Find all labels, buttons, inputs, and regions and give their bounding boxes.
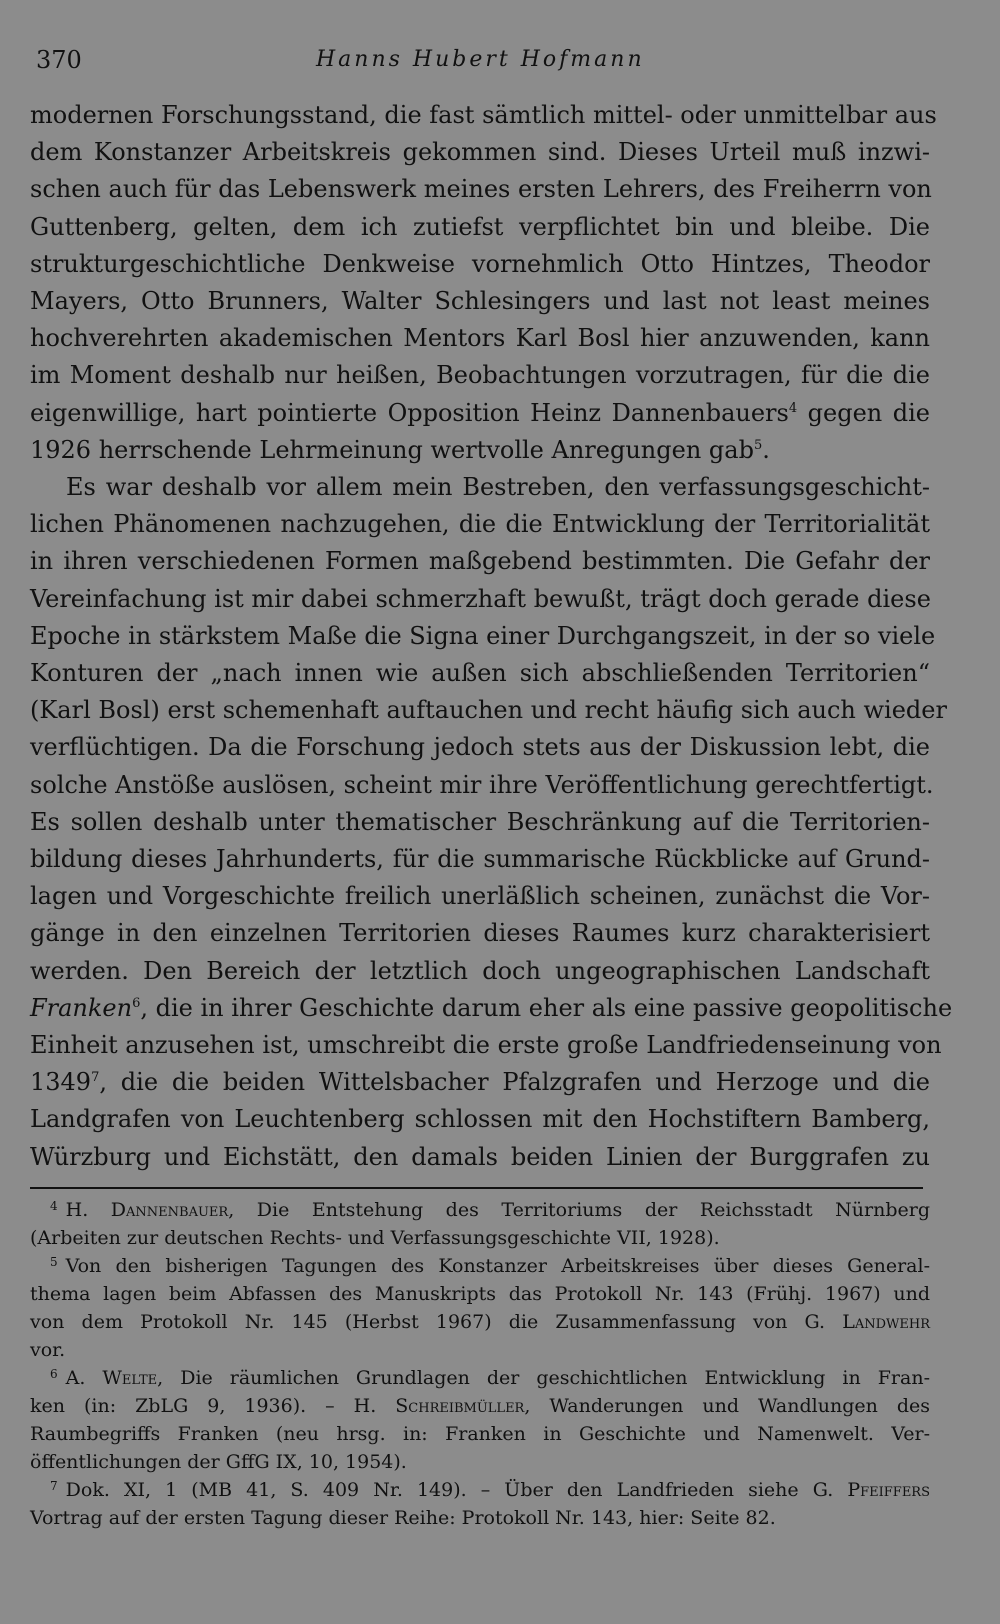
footnote-line: (Arbeiten zur deutschen Rechts- und Verfassungsgeschichte VII, 1928). <box>30 1227 720 1249</box>
text-line: bildung dieses Jahrhunderts, für die summarische Rückblicke auf Grund- <box>30 845 930 874</box>
footnote-marker: 4 <box>50 1199 58 1213</box>
text-span: von dem Protokoll Nr. 145 (Herbst 1967) die Zusammenfassung von G. <box>30 1311 843 1333</box>
author-name: Schreibmüller <box>395 1395 525 1417</box>
text-span: ken (in: ZbLG 9, 1936). – H. <box>30 1395 396 1417</box>
text-line: (Karl Bosl) erst schemenhaft auftauchen und recht häufig sich auch wieder <box>30 696 947 725</box>
footnote-7 <box>30 1476 930 1504</box>
text-line: schen auch für das Lebenswerk meines ersten Lehrers, des Freiherrn von <box>30 175 932 204</box>
text-line: Es sollen deshalb unter thematischer Beschränkung auf die Territorien- <box>30 807 930 836</box>
text-line: solche Anstöße auslösen, scheint mir ihre Veröffentlichung gerechtfertigt. <box>30 770 934 799</box>
footnote-ref-6: 6 <box>132 995 141 1011</box>
text-line: gänge in den einzelnen Territorien dieses Raumes kurz charakterisiert <box>30 919 930 948</box>
text-line: Landgrafen von Leuchtenberg schlossen mit den Hochstiftern Bamberg, <box>30 1105 930 1134</box>
text-line: dem Konstanzer Arbeitskreis gekommen sind. Dieses Urteil muß inzwi- <box>30 138 930 167</box>
author-name: Welte <box>102 1367 158 1389</box>
text-line: im Moment deshalb nur heißen, Beobachtungen vorzutragen, für die die <box>30 361 930 390</box>
footnote-marker: 5 <box>50 1255 58 1269</box>
text-span: 1349 <box>30 1068 92 1097</box>
footnote-ref-7: 7 <box>91 1070 100 1086</box>
body-text <box>30 97 953 1176</box>
text-line: Epoche in stärkstem Maße die Signa einer Durchgangszeit, in der so viele <box>30 621 936 650</box>
text-line: Vereinfachung ist mir dabei schmerzhaft bewußt, trägt doch gerade diese <box>30 584 931 613</box>
text-line: verflüchtigen. Da die Forschung jedoch stets aus der Diskussion lebt, die <box>30 733 930 762</box>
footnote-marker: 7 <box>50 1479 58 1493</box>
footnote-divider <box>30 1187 923 1189</box>
footnote-6 <box>30 1364 930 1392</box>
footnotes <box>30 1196 930 1532</box>
text-line <box>30 990 953 1027</box>
footnote-ref-4: 4 <box>788 400 798 416</box>
text-line: Mayers, Otto Brunners, Walter Schlesingers und last not least meines <box>30 287 930 316</box>
text-line: lichen Phänomenen nachzugehen, die die Entwicklung der Territorialität <box>30 510 930 539</box>
footnote-line: thema lagen beim Abfassen des Manuskripts das Protokoll Nr. 143 (Frühj. 1967) und <box>30 1283 930 1305</box>
page-number: 370 <box>36 46 82 74</box>
text-span: Dok. XI, 1 (MB 41, S. 409 Nr. 149). – Über den Landfrieden siehe G. <box>65 1479 848 1501</box>
footnote-line <box>30 1308 930 1336</box>
text-line: Es war deshalb vor allem mein Bestreben, den verfassungsgeschicht- <box>66 473 930 502</box>
footnote-line: öffentlichungen der GffG IX, 10, 1954). <box>30 1451 407 1473</box>
text-span: . <box>762 435 770 464</box>
page-header <box>36 40 926 80</box>
footnote-line: vor. <box>30 1339 66 1361</box>
footnote-line: Raumbegriffs Franken (neu hrsg. in: Franken in Geschichte und Namenwelt. Ver- <box>30 1423 930 1445</box>
text-span: , die in ihrer Geschichte darum eher als eine passive geopolitische <box>140 993 953 1022</box>
footnote-ref-5: 5 <box>753 437 763 453</box>
text-line: Konturen der „nach innen wie außen sich abschließenden Territorien“ <box>30 659 930 688</box>
footnote-line: Vortrag auf der ersten Tagung dieser Reihe: Protokoll Nr. 143, hier: Seite 82. <box>30 1507 776 1529</box>
text-line <box>30 395 930 432</box>
footnote-5 <box>30 1252 930 1280</box>
text-line: Würzburg und Eichstätt, den damals beiden Linien der Burggrafen zu <box>30 1142 930 1171</box>
text-line: lagen und Vorgeschichte freilich unerläßlich scheinen, zunächst die Vor- <box>30 882 930 911</box>
text-line: strukturgeschichtliche Denkweise vornehmlich Otto Hintzes, Theodor <box>30 249 930 278</box>
text-span: A. <box>65 1367 103 1389</box>
running-head-author: Hanns Hubert Hofmann <box>316 47 645 72</box>
text-line <box>30 432 930 469</box>
text-line: Guttenberg, gelten, dem ich zutiefst verpflichtet bin und bleibe. Die <box>30 212 930 241</box>
text-span: 1926 herrschende Lehrmeinung wertvolle Anregungen gab <box>30 435 754 464</box>
italic-term-franken: Franken <box>30 993 133 1022</box>
text-span: Von den bisherigen Tagungen des Konstanzer Arbeitskreises über dieses General- <box>65 1255 930 1277</box>
text-span: , Wanderungen und Wandlungen des <box>524 1395 930 1417</box>
footnote-line <box>30 1392 930 1420</box>
text-line <box>30 1064 930 1101</box>
text-span: eigenwillige, hart pointierte Opposition Heinz Dannenbauers <box>30 398 789 427</box>
text-line: hochverehrten akademischen Mentors Karl Bosl hier anzuwenden, kann <box>30 324 930 353</box>
author-name: Pfeiffers <box>847 1479 930 1501</box>
author-name: Dannenbauer <box>110 1199 229 1221</box>
author-name: Landwehr <box>842 1311 930 1333</box>
text-line: modernen Forschungsstand, die fast sämtlich mittel- oder unmittelbar aus <box>30 101 937 129</box>
text-line: Einheit anzusehen ist, umschreibt die erste große Landfriedenseinung von <box>30 1031 942 1060</box>
text-span: , Die räumlichen Grundlagen der geschichtlichen Entwicklung in Fran- <box>157 1367 930 1389</box>
text-line: in ihren verschiedenen Formen maßgebend bestimmten. Die Gefahr der <box>30 547 930 576</box>
text-line: werden. Den Bereich der letztlich doch ungeographischen Landschaft <box>30 956 930 985</box>
footnote-4 <box>30 1196 930 1224</box>
text-span: gegen die <box>797 398 930 427</box>
text-span: , die die beiden Wittelsbacher Pfalzgrafen und Herzoge und die <box>99 1068 930 1097</box>
text-span: , Die Entstehung des Territoriums der Reichsstadt Nürnberg <box>228 1199 930 1221</box>
text-span: H. <box>65 1199 111 1221</box>
footnote-marker: 6 <box>50 1367 58 1381</box>
